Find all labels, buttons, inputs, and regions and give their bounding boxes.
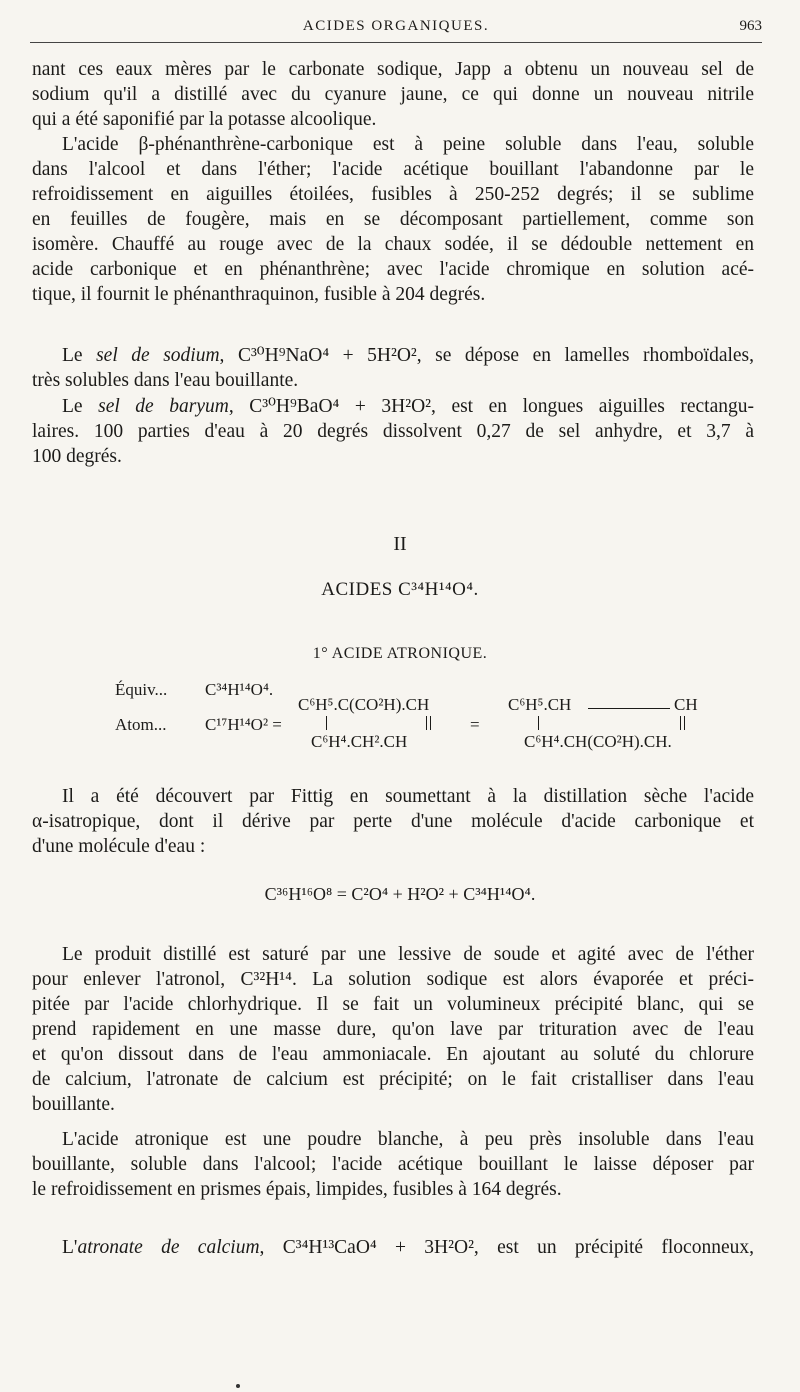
text-line: L'acide atronique est une poudre blanche, à peu près insoluble dans l'eau (62, 1129, 754, 1150)
text-line: pitée par l'acide chlorhydrique. Il se fait un volumineux précipité blanc, qui se (32, 994, 754, 1015)
text-line: bouillante, soluble dans l'alcool; l'acide acétique bouillant le laisse déposer par (32, 1154, 754, 1175)
text-line: Le produit distillé est saturé par une lessive de soude et agité avec de l'éther (62, 944, 754, 965)
paragraph-acid-properties (32, 1127, 754, 1202)
structure2-top-right: CH (674, 695, 698, 714)
text-line: 100 degrés. (32, 446, 122, 467)
text-line: qui a été saponifié par la potasse alcoolique. (32, 109, 377, 130)
text-line: le refroidissement en prismes épais, limpides, fusibles à 164 degrés. (32, 1179, 562, 1200)
text-line: Le sel de sodium, C³⁰H⁹NaO⁴ + 5H²O², se dépose en lamelles rhomboïdales, (62, 345, 755, 366)
structure1-top: C⁶H⁵.C(CO²H).CH (298, 695, 430, 714)
text-line: sodium qu'il a distillé avec du cyanure jaune, ce qui donne un nouveau nitrile (32, 84, 754, 105)
text-line: et qu'on dissout dans de l'eau ammoniacale. En ajoutant au soluté du chlorure (32, 1044, 754, 1065)
double-bond (684, 716, 685, 730)
double-bond (680, 716, 681, 730)
text-line: très solubles dans l'eau bouillante. (32, 370, 299, 391)
text-line: refroidissement en aiguilles étoilées, fusibles à 250-252 degrés; il se sublime (32, 184, 754, 205)
chemical-formula: C³⁴H¹³CaO⁴ + 3H²O² (282, 1237, 474, 1258)
paragraph-sodium-salt (32, 343, 754, 393)
text-line: tique, il fournit le phénanthraquinon, fusible à 204 degrés. (32, 284, 486, 305)
paragraph-barium-salt (32, 394, 754, 469)
structure2-top-left: C⁶H⁵.CH (508, 695, 572, 714)
running-header (30, 16, 762, 43)
salt-name: sel de baryum (98, 396, 229, 417)
text-line: α-isatropique, dont il dérive par perte d'une molécule d'acide carbonique et (32, 811, 754, 832)
single-bond (326, 716, 327, 730)
paragraph-preparation (32, 942, 754, 1117)
subsection-title: 1° ACIDE ATRONIQUE. (312, 645, 488, 662)
structure2-bottom: C⁶H⁴.CH(CO²H).CH. (524, 732, 672, 751)
atom-formula: C¹⁷H¹⁴O² = (205, 715, 282, 734)
equiv-formula: C³⁴H¹⁴O⁴. (205, 680, 274, 699)
section-number: II (393, 533, 407, 555)
double-bond (426, 716, 427, 730)
text-line: prend rapidement en une masse dure, qu'on lave par trituration avec de l'eau (32, 1019, 754, 1040)
equiv-label: Équiv... (115, 680, 168, 699)
page-number: 963 (739, 18, 762, 34)
text-line: pour enlever l'atronol, C³²H¹⁴. La solution sodique est alors évaporée et préci- (32, 969, 754, 990)
text-line: nant ces eaux mères par le carbonate sodique, Japp a obtenu un nouveau sel de (32, 59, 754, 80)
equals-sign: = (470, 715, 480, 734)
text-line: d'une molécule d'eau : (32, 836, 206, 857)
text-line: Le sel de baryum, C³⁰H⁹BaO⁴ + 3H²O², est en longues aiguilles rectangu- (62, 396, 755, 417)
chemical-formula: C³⁰H⁹BaO⁴ + 3H²O² (249, 396, 432, 417)
structure1-bottom: C⁶H⁴.CH².CH (311, 732, 408, 751)
header-title: ACIDES ORGANIQUES. (302, 18, 490, 34)
paragraph-calcium-salt (32, 1235, 754, 1260)
text-line: dans l'alcool et dans l'éther; l'acide acétique bouillant l'abandonne par le (32, 159, 754, 180)
paragraph-properties (32, 132, 754, 307)
text-line: L'acide β-phénanthrène-carbonique est à peine soluble dans l'eau, soluble (62, 134, 754, 155)
text-line: bouillante. (32, 1094, 115, 1115)
paragraph-continuation (32, 57, 754, 132)
salt-name: atronate de calcium (77, 1237, 260, 1258)
text-line: en feuilles de fougère, mais en se décomposant partiellement, comme son (32, 209, 754, 230)
text-line: de calcium, l'atronate de calcium est précipité; on le fait cristalliser dans l'eau (32, 1069, 754, 1090)
text-line: L'atronate de calcium, C³⁴H¹³CaO⁴ + 3H²O², est un précipité floconneux, (62, 1237, 754, 1258)
chemical-formula: C³⁰H⁹NaO⁴ + 5H²O² (237, 345, 417, 366)
section-title: ACIDES C³⁴H¹⁴O⁴. (321, 579, 479, 600)
ink-speck (236, 1384, 240, 1388)
reaction-equation: C³⁶H¹⁶O⁸ = C²O⁴ + H²O² + C³⁴H¹⁴O⁴. (264, 884, 536, 904)
atom-label: Atom... (115, 715, 167, 734)
text-line: acide carbonique et en phénanthrène; avec l'acide chromique en solution acé- (32, 259, 754, 280)
text-line: laires. 100 parties d'eau à 20 degrés dissolvent 0,27 de sel anhydre, et 3,7 à (32, 421, 754, 442)
single-bond (538, 716, 539, 730)
bond-line (588, 708, 670, 709)
text-line: isomère. Chauffé au rouge avec de la chaux sodée, il se dédouble nettement en (32, 234, 754, 255)
salt-name: sel de sodium (96, 345, 220, 366)
text-line: Il a été découvert par Fittig en soumettant à la distillation sèche l'acide (62, 786, 754, 807)
double-bond (430, 716, 431, 730)
paragraph-discovery (32, 784, 754, 859)
